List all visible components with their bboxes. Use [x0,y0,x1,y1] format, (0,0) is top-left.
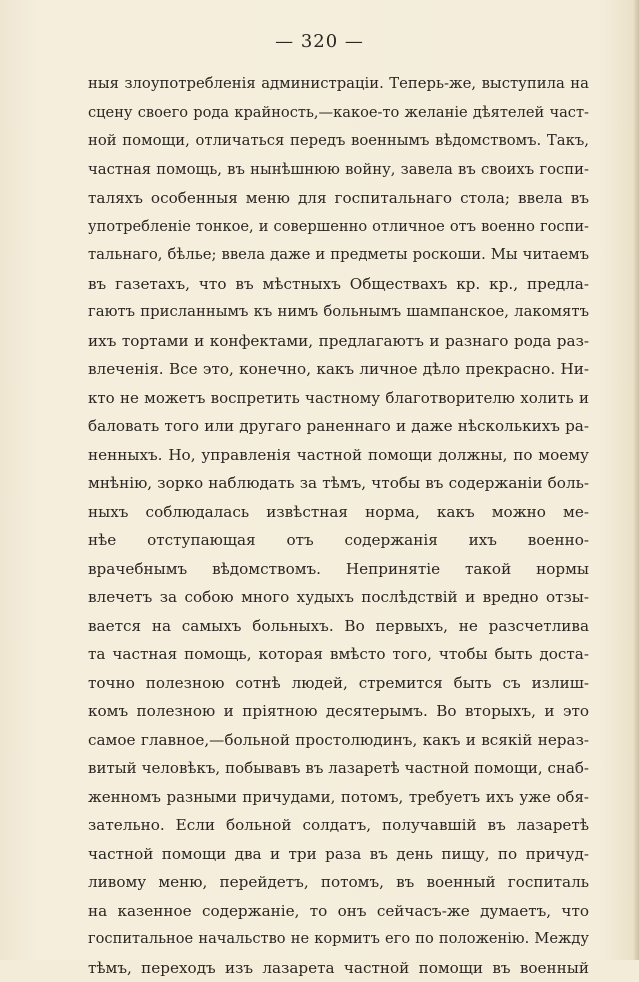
text-line: тальнаго, бѣлье; ввела даже и предметы роскоши. Мы читаемъ [88,241,589,270]
text-line: нѣе отступающая отъ содержанія ихъ военно- [88,526,589,555]
text-line: ихъ тортами и конфектами, предлагаютъ и разнаго рода раз- [88,327,589,356]
text-line: витый человѣкъ, побывавъ въ лазаретѣ частной помощи, снаб- [88,754,589,783]
text-line: мнѣнію, зорко наблюдать за тѣмъ, чтобы въ содержаніи боль- [88,469,589,498]
text-line: ныхъ соблюдалась извѣстная норма, какъ можно ме- [88,498,589,527]
text-line: баловать того или другаго раненнаго и даже нѣсколькихъ ра- [88,412,589,441]
text-line: таляхъ особенныя меню для госпитальнаго стола; ввела въ [88,184,589,213]
text-line: кто не можетъ воспретить частному благотворителю холить и [88,384,589,413]
text-line: ненныхъ. Но, управленія частной помощи должны, по моему [88,441,589,470]
page-number: — 320 — [0,31,639,52]
text-line: влеченія. Все это, конечно, какъ личное дѣло прекрасно. Ни- [88,355,589,384]
text-line: вается на самыхъ больныхъ. Во первыхъ, не разсчетлива [88,612,589,641]
text-line: употребленіе тонкое, и совершенно отличное отъ военно госпи- [88,213,589,242]
text-line: точно полезною сотнѣ людей, стремится быть съ излиш- [88,669,589,698]
text-line: въ газетахъ, что въ мѣстныхъ Обществахъ кр. кр., предла- [88,270,589,299]
text-line: гаютъ присланнымъ къ нимъ больнымъ шампанское, лакомятъ [88,298,589,327]
text-line: женномъ разными причудами, потомъ, требуетъ ихъ уже обя- [88,783,589,812]
text-line: сцену своего рода крайность,—какое-то желаніе дѣятелей част- [88,99,589,128]
body-text [88,70,589,982]
text-line: частная помощь, въ нынѣшнюю войну, завела въ своихъ госпи- [88,156,589,185]
text-line: зательно. Если больной солдатъ, получавшій въ лазаретѣ [88,811,589,840]
text-line: влечетъ за собою много худыхъ послѣдствій и вредно отзы- [88,583,589,612]
text-line: врачебнымъ вѣдомствомъ. Непринятіе такой нормы [88,555,589,584]
text-line: тѣмъ, переходъ изъ лазарета частной помощи въ военный [88,954,589,982]
text-line: ливому меню, перейдетъ, потомъ, въ военный госпиталь [88,868,589,897]
text-line: комъ полезною и пріятною десятерымъ. Во вторыхъ, и это [88,697,589,726]
text-line: ной помощи, отличаться передъ военнымъ вѣдомствомъ. Такъ, [88,127,589,156]
text-line: ныя злоупотребленія администраціи. Теперь-же, выступила на [88,70,589,99]
text-line: на казенное содержаніе, то онъ сейчасъ-же думаетъ, что [88,897,589,926]
text-line: частной помощи два и три раза въ день пищу, по причуд- [88,840,589,869]
page-edge-shadow [633,0,639,960]
text-line: госпитальное начальство не кормитъ его по положенію. Между [88,925,589,954]
text-line: самое главное,—больной простолюдинъ, какъ и всякій нераз- [88,726,589,755]
text-line: та частная помощь, которая вмѣсто того, чтобы быть доста- [88,640,589,669]
